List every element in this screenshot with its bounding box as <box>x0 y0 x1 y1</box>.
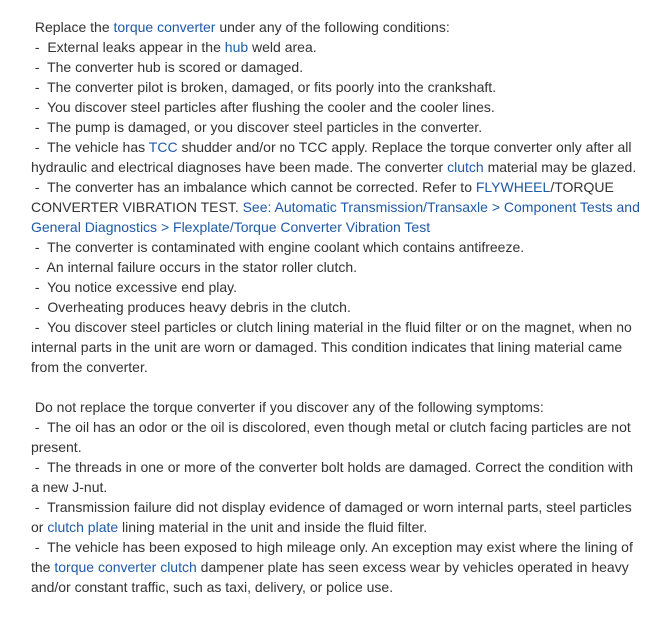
text-run: - The threads in one or more of the converter bolt holds are damaged. Correct the condition with a new J-nut. <box>31 459 637 495</box>
text-run: - An internal failure occurs in the stator roller clutch. <box>31 259 358 275</box>
text-run: - The converter hub is scored or damaged. <box>31 59 304 75</box>
link-vibration-test[interactable]: See: Automatic Transmission/Transaxle > Component Tests and General Diagnostics > Flexplate/Torque Converter Vibration Test <box>31 199 644 235</box>
text-run: shudder and/or no TCC apply. Replace the torque converter only after all hydraulic and electrical diagnoses have been made. The converter <box>31 139 636 175</box>
do-not-replace-section <box>31 397 643 597</box>
replace-item <box>31 117 643 137</box>
text-run: weld area. <box>248 39 317 55</box>
text-run: - The pump is damaged, or you discover steel particles in the converter. <box>31 119 483 135</box>
do-not-replace-item <box>31 417 643 457</box>
replace-item <box>31 297 643 317</box>
do-not-replace-item <box>31 497 643 537</box>
replace-item <box>31 177 643 237</box>
link-torque-converter-clutch[interactable]: torque converter clutch <box>54 559 197 575</box>
text-run: - The converter is contaminated with engine coolant which contains antifreeze. <box>31 239 525 255</box>
replace-item <box>31 237 643 257</box>
document-body <box>31 17 643 597</box>
text-run: - The oil has an odor or the oil is discolored, even though metal or clutch facing particles are not present. <box>31 419 635 455</box>
replace-item <box>31 317 643 377</box>
text-run: - The vehicle has been exposed to high mileage only. An exception may exist where the lining of the <box>31 539 637 575</box>
link-hub[interactable]: hub <box>224 39 249 55</box>
text-run: - The converter has an imbalance which cannot be corrected. Refer to <box>31 179 476 195</box>
replace-item <box>31 257 643 277</box>
text-run: under any of the following conditions: <box>215 19 450 35</box>
text-run: material may be glazed. <box>483 159 637 175</box>
link-clutch-plate[interactable]: clutch plate <box>47 519 119 535</box>
replace-item <box>31 37 643 57</box>
text-run: - External leaks appear in the <box>31 39 225 55</box>
text-run: /TORQUE CONVERTER VIBRATION TEST. <box>31 179 618 215</box>
text-run: - The vehicle has <box>31 139 149 155</box>
text-run: dampener plate has seen excess wear by vehicles operated in heavy and/or constant traffic, such as taxi, delivery, or police use. <box>31 559 633 595</box>
replace-item <box>31 77 643 97</box>
do-not-replace-item <box>31 457 643 497</box>
text-run: - You discover steel particles or clutch lining material in the fluid filter or on the magnet, when no internal parts in the unit are worn or damaged. This condition indicates that lining material came from the converter. <box>31 319 636 375</box>
replace-item <box>31 97 643 117</box>
text-run: lining material in the unit and inside the fluid filter. <box>118 519 428 535</box>
text-run: Replace the <box>31 19 114 35</box>
do-not-replace-intro <box>31 397 643 417</box>
replace-item <box>31 277 643 297</box>
replace-item <box>31 57 643 77</box>
text-run: - You discover steel particles after flushing the cooler and the cooler lines. <box>31 99 495 115</box>
do-not-replace-item <box>31 537 643 597</box>
link-flywheel[interactable]: FLYWHEEL <box>475 179 551 195</box>
text-run: Do not replace the torque converter if you discover any of the following symptoms: <box>31 399 544 415</box>
paragraph-spacer <box>31 377 643 397</box>
replace-intro <box>31 17 643 37</box>
text-run: - You notice excessive end play. <box>31 279 237 295</box>
text-run: - Transmission failure did not display evidence of damaged or worn internal parts, steel particles or <box>31 499 636 535</box>
link-tcc[interactable]: TCC <box>148 139 178 155</box>
replace-item <box>31 137 643 177</box>
link-clutch[interactable]: clutch <box>447 159 484 175</box>
text-run: - Overheating produces heavy debris in the clutch. <box>31 299 351 315</box>
text-run: - The converter pilot is broken, damaged, or fits poorly into the crankshaft. <box>31 79 497 95</box>
link-torque-converter[interactable]: torque converter <box>113 19 216 35</box>
replace-section <box>31 17 643 377</box>
